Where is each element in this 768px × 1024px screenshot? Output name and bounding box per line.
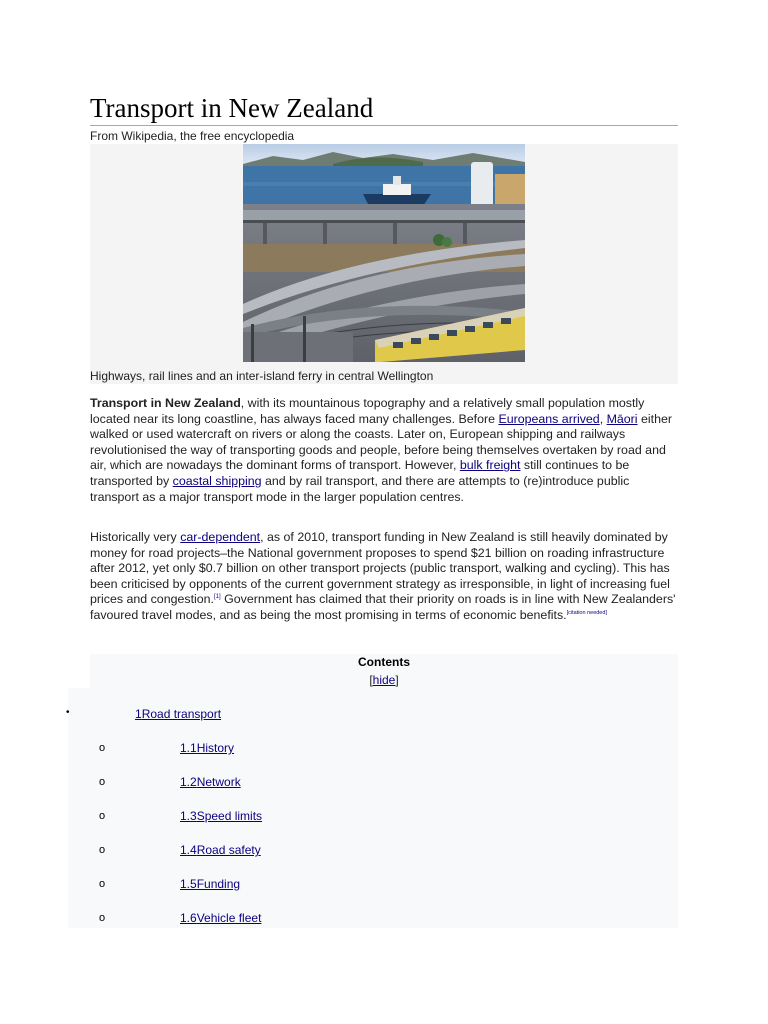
toc-item-number: 1.2 xyxy=(180,775,197,789)
text-run: Government has claimed that their priority on roads is in line with New Zealanders' favoured travel modes, and as being the most promising in terms of economic benefits. xyxy=(90,592,676,622)
toc-item-history[interactable] xyxy=(180,741,234,755)
toc-title: Contents xyxy=(358,655,410,669)
reference-1-link[interactable]: [1] xyxy=(214,594,221,601)
toc-item-number: 1.3 xyxy=(180,809,197,823)
funding-paragraph xyxy=(90,530,678,624)
toc-item-speed-limits[interactable] xyxy=(180,809,262,823)
link-car-dependent[interactable]: car-dependent xyxy=(180,530,261,544)
list-bullet-circle: o xyxy=(99,742,106,754)
toc-hide-link[interactable]: hide xyxy=(372,673,396,687)
toc-item-road-transport[interactable] xyxy=(135,707,221,721)
bracket: [ xyxy=(369,673,373,687)
toc-item-label: Funding xyxy=(196,877,241,891)
text-run: , with its mountainous topography and a relatively small population mostly located near its long coastline, has always faced many challenges. Before xyxy=(90,396,645,426)
toc-background-edge xyxy=(68,688,90,928)
text-run: , xyxy=(599,411,607,426)
link-coastal-shipping[interactable]: coastal shipping xyxy=(172,473,262,488)
table-of-contents xyxy=(90,654,678,928)
intro-paragraph xyxy=(90,396,678,505)
toc-item-number: 1 xyxy=(135,707,142,721)
toc-item-funding[interactable] xyxy=(180,877,240,891)
text-run: either walked or used watercraft on rivers or along the coasts. Later on, European shipping and railways revolutionised the way of transporting goods and people, before being themselves overtaken by road and air, which are nowadays the dominant forms of transport. However, xyxy=(90,411,672,473)
toc-item-number: 1.4 xyxy=(180,843,197,857)
link-bulk-freight[interactable]: bulk freight xyxy=(459,458,521,473)
toc-item-number: 1.6 xyxy=(180,911,197,925)
photo-of-wellington-motorway-rail-and-ferry[interactable] xyxy=(243,144,525,362)
text-run: Historically very xyxy=(90,530,181,544)
toc-item-vehicle-fleet[interactable] xyxy=(180,911,261,925)
toc-item-number: 1.1 xyxy=(180,741,197,755)
toc-item-network[interactable] xyxy=(180,775,241,789)
text-run: and by rail transport, and there are attempts to (re)introduce public transport as a major transport mode in the larger population centres. xyxy=(90,473,630,504)
toc-item-label: Vehicle fleet xyxy=(196,911,262,925)
toc-item-label: History xyxy=(196,741,235,755)
list-bullet-circle: o xyxy=(99,878,106,890)
site-tagline: From Wikipedia, the free encyclopedia xyxy=(90,129,295,143)
bracket: ] xyxy=(395,673,399,687)
toc-item-road-safety[interactable] xyxy=(180,843,261,857)
list-bullet-circle: o xyxy=(99,776,106,788)
page-title: Transport in New Zealand xyxy=(90,93,374,123)
text-run: , as of 2010, transport funding in New Zealand is still heavily dominated by money for road projects–the National government proposes to spend $21 billion on roading infrastructure after 2012, yet only $0.7 billion on other transport projects (public transport, walking and cycling). This has been criticised by opponents of the current government strategy as irresponsible, in light of increasing fuel prices and congestion. xyxy=(90,530,670,607)
toc-item-label: Road transport xyxy=(141,707,222,721)
list-bullet-circle: o xyxy=(99,810,106,822)
toc-item-label: Network xyxy=(196,775,241,789)
toc-toggle xyxy=(90,673,678,687)
list-bullet-circle: o xyxy=(99,844,106,856)
list-bullet-circle: o xyxy=(99,912,106,924)
link-maori[interactable]: Māori xyxy=(606,411,638,426)
link-europeans-arrived[interactable]: Europeans arrived xyxy=(498,411,600,426)
list-bullet-disc: • xyxy=(66,707,70,718)
citation-needed-link[interactable]: [citation needed] xyxy=(566,609,607,616)
toc-item-number: 1.5 xyxy=(180,877,197,891)
thumbnail-figure xyxy=(90,144,678,384)
title-divider xyxy=(90,125,678,126)
text-run: still continues to be transported by xyxy=(90,458,630,488)
figure-caption: Highways, rail lines and an inter-island ferry in central Wellington xyxy=(90,369,434,383)
toc-item-label: Speed limits xyxy=(196,809,263,823)
toc-item-label: Road safety xyxy=(196,843,261,857)
bold-lead: Transport in New Zealand xyxy=(90,396,241,410)
